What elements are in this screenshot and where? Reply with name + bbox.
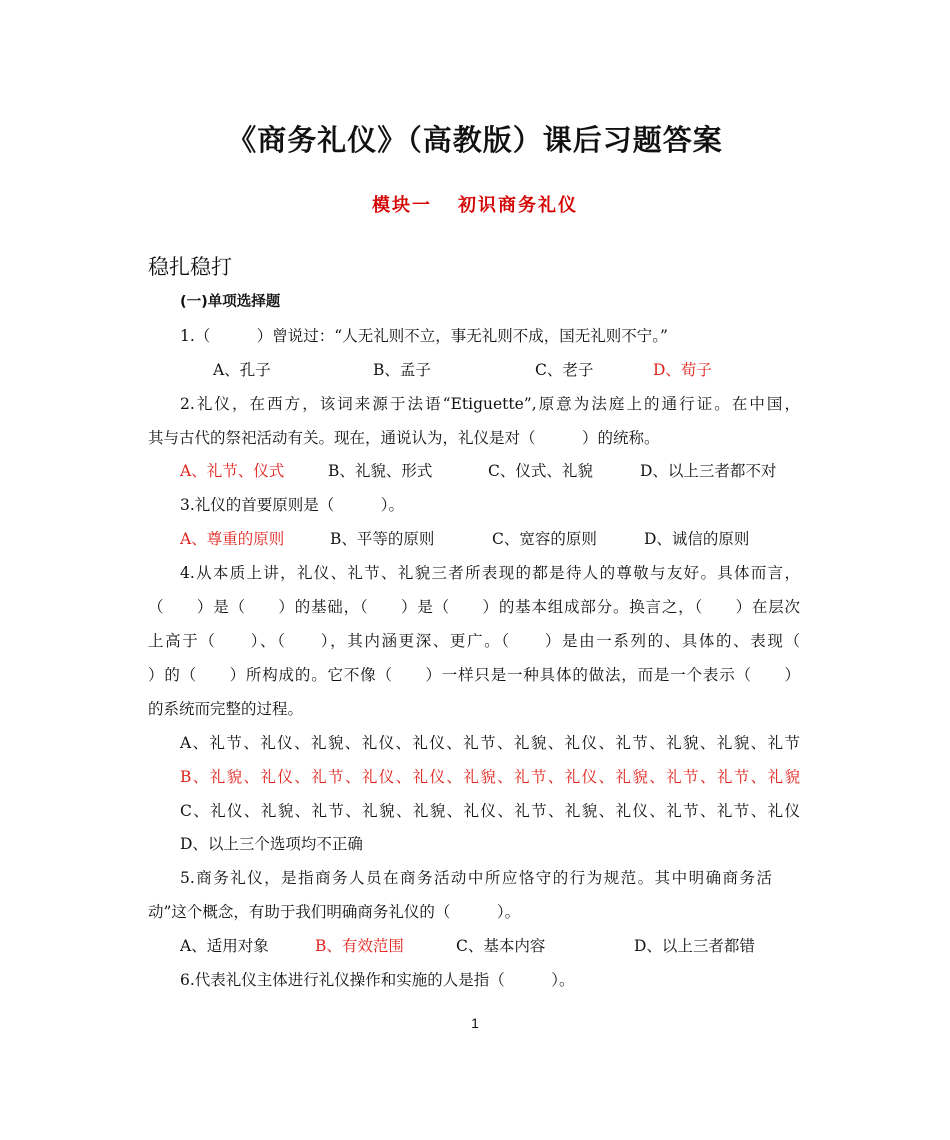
q5-option-a: A、适用对象 xyxy=(180,937,269,955)
q3-option-d: D、诚信的原则 xyxy=(644,530,750,548)
q1-stem: 1.（ ）曾说过：“人无礼则不立，事无礼则不成，国无礼则不宁。” xyxy=(180,327,668,345)
q4-stem-line3: 上高于（ ）、（ ），其内涵更深、更广。（ ）是由一系列的、具体的、表现（ xyxy=(148,632,800,650)
q2-option-b: B、礼貌、形式 xyxy=(328,462,433,480)
q5-option-d: D、以上三者都错 xyxy=(634,937,755,955)
module-title xyxy=(0,191,950,217)
q2-stem-line2: 其与古代的祭祀活动有关。现在，通说认为，礼仪是对（ ）的统称。 xyxy=(148,429,660,447)
q3-option-a: A、尊重的原则 xyxy=(180,530,285,548)
q5-stem-line1: 5.商务礼仪，是指商务人员在商务活动中所应恪守的行为规范。其中明确商务活 xyxy=(180,869,772,887)
document-title: 《商务礼仪》（高教版）课后习题答案 xyxy=(227,123,723,157)
q5-option-b: B、有效范围 xyxy=(315,937,404,955)
q5-option-c: C、基本内容 xyxy=(456,937,546,955)
q4-stem-line4: ）的（ ）所构成的。它不像（ ）一样只是一种具体的做法，而是一个表示（ ） xyxy=(148,666,800,684)
q4-option-b: B、礼貌、礼仪、礼节、礼仪、礼仪、礼貌、礼节、礼仪、礼貌、礼节、礼节、礼貌 xyxy=(180,768,800,786)
module-name: 初识商务礼仪 xyxy=(458,195,578,216)
q4-stem-line5: 的系统而完整的过程。 xyxy=(148,700,304,718)
q4-stem-line2: （ ）是（ ）的基础，（ ）是（ ）的基本组成部分。换言之，（ ）在层次 xyxy=(148,598,800,616)
subsection-heading: (一)单项选择题 xyxy=(180,294,281,310)
q1-option-d: D、荀子 xyxy=(653,361,712,379)
q2-option-a: A、礼节、仪式 xyxy=(180,462,285,480)
q2-option-d: D、以上三者都不对 xyxy=(640,462,777,480)
q3-option-c: C、宽容的原则 xyxy=(492,530,597,548)
q2-stem-line1: 2.礼仪，在西方，该词来源于法语“Etiguette”,原意为法庭上的通行证。在中国， xyxy=(180,395,800,413)
q1-option-b: B、孟子 xyxy=(373,361,431,379)
section-heading: 稳扎稳打 xyxy=(148,255,232,279)
q3-option-b: B、平等的原则 xyxy=(330,530,435,548)
q1-option-c: C、老子 xyxy=(535,361,594,379)
q2-option-c: C、仪式、礼貌 xyxy=(488,462,593,480)
q1-option-a: A、孔子 xyxy=(213,361,271,379)
q5-stem-line2: 动”这个概念，有助于我们明确商务礼仪的（ ）。 xyxy=(148,903,521,921)
q4-option-a: A、礼节、礼仪、礼貌、礼仪、礼仪、礼节、礼貌、礼仪、礼节、礼貌、礼貌、礼节 xyxy=(180,734,800,752)
q4-option-d: D、以上三个选项均不正确 xyxy=(180,835,363,853)
q4-option-c: C、礼仪、礼貌、礼节、礼貌、礼貌、礼仪、礼节、礼貌、礼仪、礼节、礼节、礼仪 xyxy=(180,802,800,820)
q4-stem-line1: 4.从本质上讲，礼仪、礼节、礼貌三者所表现的都是待人的尊敬与友好。具体而言， xyxy=(180,564,800,582)
q3-stem: 3.礼仪的首要原则是（ ）。 xyxy=(180,496,405,514)
q6-stem: 6.代表礼仪主体进行礼仪操作和实施的人是指（ ）。 xyxy=(180,971,575,989)
page-number: 1 xyxy=(471,1015,479,1031)
module-number: 模块一 xyxy=(372,195,432,216)
